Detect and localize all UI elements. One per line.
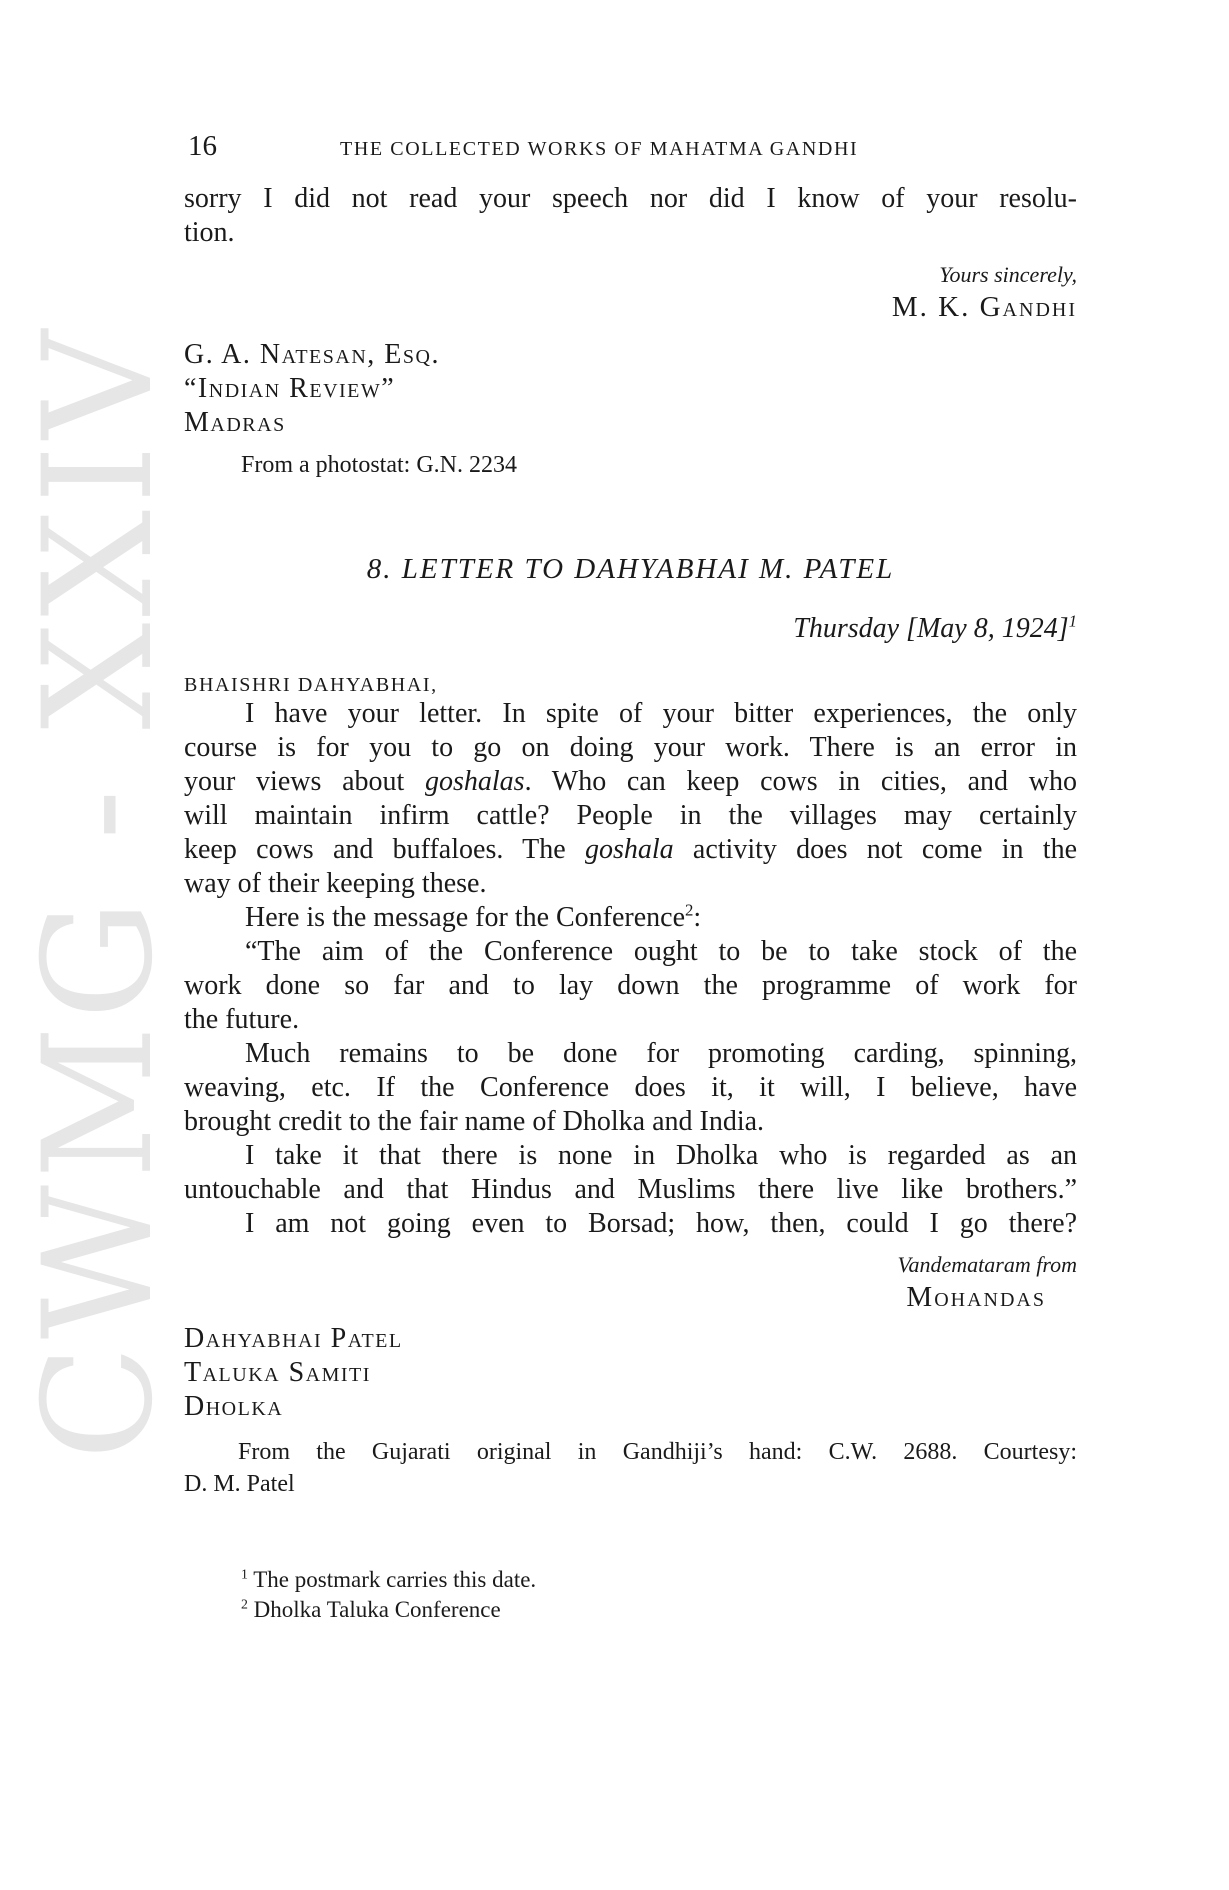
text-line: work done so far and to lay down the programme of work for (184, 970, 1077, 1001)
page-number: 16 (188, 130, 217, 162)
text-line: way of their keeping these. (184, 868, 487, 899)
text-line: your views about goshalas. Who can keep cows in cities, and who (184, 766, 1077, 797)
source-line: From the Gujarati original in Gandhiji’s hand: C.W. 2688. Courtesy: (238, 1439, 1077, 1465)
text-line: course is for you to go on doing your work. There is an error in (184, 732, 1077, 763)
letter-date (184, 612, 1077, 646)
address-line: Madras (184, 407, 286, 438)
letter-source (184, 1436, 1077, 1500)
address-line: Dahyabhai Patel (184, 1323, 403, 1354)
date-text: Thursday [May 8, 1924] (793, 613, 1069, 644)
text-line: will maintain infirm cattle? People in the villages may certainly (184, 800, 1077, 831)
address-line: “Indian Review” (184, 373, 396, 404)
text-line: I have your letter. In spite of your bitter experiences, the only (245, 698, 1077, 729)
letter-address (184, 1322, 1077, 1424)
address-line: G. A. Natesan, Esq. (184, 339, 440, 370)
text-line: tion. (184, 217, 235, 248)
letter-heading: 8. LETTER TO DAHYABHAI M. PATEL (366, 553, 895, 585)
italic-word: goshalas (425, 766, 525, 797)
text-line: weaving, etc. If the Conference does it, it will, I believe, have (184, 1072, 1077, 1103)
text-line: sorry I did not read your speech nor did I know of your resolu- (184, 183, 1077, 214)
letter-closing: Vandemataram from (897, 1252, 1077, 1277)
text-line: I am not going even to Borsad; how, then, could I go there? (245, 1208, 1077, 1239)
text-line: brought credit to the fair name of Dholka and India. (184, 1106, 765, 1137)
footnote-text: Dholka Taluka Conference (253, 1597, 501, 1622)
text-line: the future. (184, 1004, 300, 1035)
svg-text:CWMG - XXIV: CWMG - XXIV (12, 324, 186, 1460)
footnote (241, 1565, 941, 1595)
running-head (188, 130, 1076, 164)
footnote-text: The postmark carries this date. (253, 1567, 537, 1592)
text-line: I take it that there is none in Dholka who is regarded as an (245, 1140, 1077, 1171)
footnotes (241, 1565, 941, 1625)
footnote-ref: 1 (1068, 611, 1077, 631)
text-line: “The aim of the Conference ought to be to take stock of the (245, 936, 1077, 967)
text-line: untouchable and that Hindus and Muslims there live like brothers.” (184, 1174, 1077, 1205)
letter-body (184, 697, 1077, 1241)
footnote (241, 1595, 941, 1625)
previous-letter-address (184, 338, 1077, 440)
footnote-mark: 1 (241, 1566, 248, 1582)
text-line: Here is the message for the Conference$^2$: (245, 900, 702, 933)
address-line: Taluka Samiti (184, 1357, 371, 1388)
running-title: THE COLLECTED WORKS OF MAHATMA GANDHI (340, 138, 859, 160)
previous-letter-closing: Yours sincerely, (939, 262, 1077, 287)
previous-letter-source: From a photostat: G.N. 2234 (241, 452, 517, 478)
text-line: keep cows and buffaloes. The goshala activity does not come in the (184, 834, 1078, 865)
text-line: Much remains to be done for promoting carding, spinning, (245, 1038, 1077, 1069)
address-line: Dholka (184, 1391, 284, 1422)
previous-letter-body (184, 182, 1077, 250)
salutation: BHAISHRI DAHYABHAI, (184, 674, 438, 696)
previous-letter-signature: M. K. Gandhi (891, 291, 1077, 323)
footnote-mark: 2 (241, 1596, 248, 1612)
footnote-ref: 2 (685, 900, 694, 920)
source-line: D. M. Patel (184, 1471, 295, 1497)
letter-signature: Mohandas (906, 1281, 1046, 1313)
italic-word: goshala (584, 834, 674, 865)
